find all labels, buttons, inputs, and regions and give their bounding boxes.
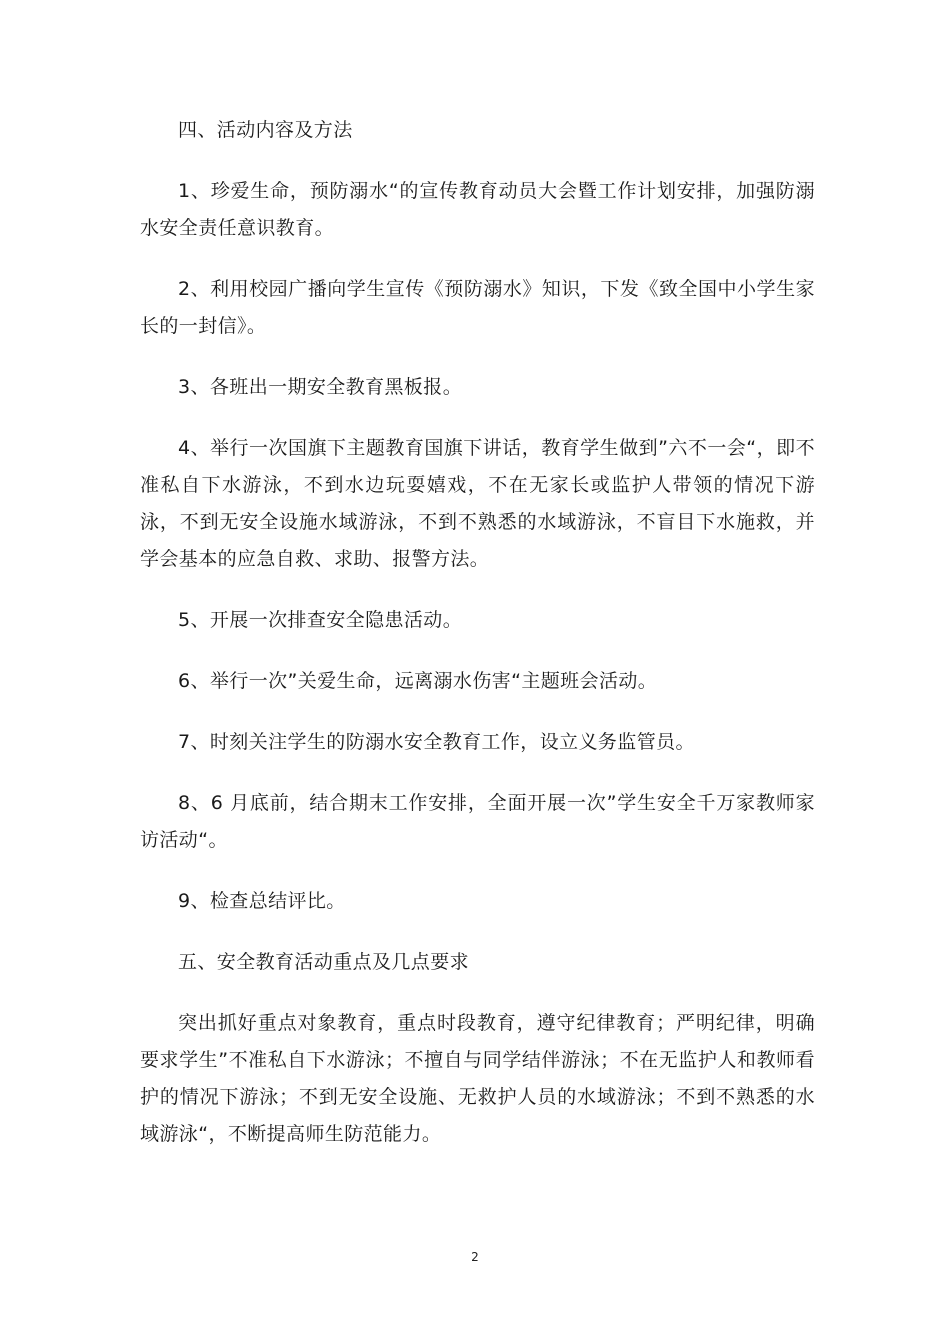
list-item-2: 2、利用校园广播向学生宣传《预防溺水》知识，下发《致全国中小学生家长的一封信》。 <box>140 278 815 337</box>
list-item-1: 1、珍爱生命，预防溺水“的宣传教育动员大会暨工作计划安排，加强防溺水安全责任意识教育。 <box>140 180 815 239</box>
section-heading-requirements: 五、安全教育活动重点及几点要求 <box>178 951 470 973</box>
list-item-9: 9、检查总结评比。 <box>178 890 346 912</box>
list-item-5: 5、开展一次排查安全隐患活动。 <box>178 609 463 631</box>
document-body <box>140 112 815 1177</box>
list-item-8: 8、6 月底前，结合期末工作安排，全面开展一次”学生安全千万家教师家访活动“。 <box>140 792 815 851</box>
list-item-3: 3、各班出一期安全教育黑板报。 <box>178 376 463 398</box>
requirements-paragraph: 突出抓好重点对象教育，重点时段教育，遵守纪律教育；严明纪律，明确要求学生”不准私自下水游泳；不擅自与同学结伴游泳；不在无监护人和教师看护的情况下游泳；不到无安全设施、无救护人员的水域游泳；不到不熟悉的水域游泳“，不断提高师生防范能力。 <box>140 1012 815 1145</box>
page-number: 2 <box>471 1250 479 1264</box>
list-item-6: 6、举行一次”关爱生命，远离溺水伤害“主题班会活动。 <box>178 670 658 692</box>
list-item-4: 4、举行一次国旗下主题教育国旗下讲话，教育学生做到”六不一会“，即不准私自下水游泳，不到水边玩耍嬉戏，不在无家长或监护人带领的情况下游泳，不到无安全设施水域游泳，不到不熟悉的水域游泳，不盲目下水施救，并学会基本的应急自救、求助、报警方法。 <box>140 437 815 570</box>
section-heading-activities: 四、活动内容及方法 <box>178 119 353 141</box>
list-item-7: 7、时刻关注学生的防溺水安全教育工作，设立义务监管员。 <box>178 731 695 753</box>
